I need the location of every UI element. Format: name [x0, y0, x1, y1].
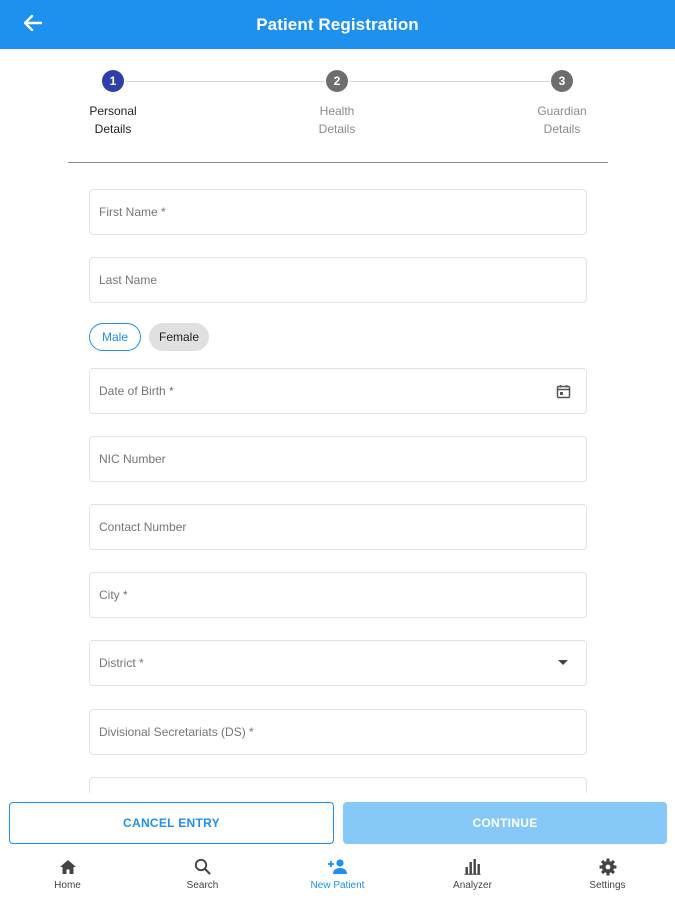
date-of-birth-field[interactable] [89, 368, 587, 414]
step-label: Personal Details [89, 104, 137, 136]
nav-search[interactable] [135, 848, 270, 900]
contact-number-placeholder: Contact Number [99, 520, 187, 534]
dropdown-arrow-icon [554, 654, 572, 672]
district-placeholder: District * [99, 656, 144, 670]
search-icon [192, 857, 213, 876]
step-label: Health Details [318, 104, 356, 136]
step-personal-details[interactable] [68, 70, 158, 138]
continue-button[interactable]: CONTINUE [343, 802, 667, 844]
personal-details-form [0, 163, 675, 793]
step-health-details[interactable] [292, 70, 382, 138]
step-number: 1 [102, 70, 124, 92]
gender-female-chip[interactable]: Female [149, 323, 209, 351]
app-bar [0, 0, 675, 49]
city-field[interactable] [89, 572, 587, 618]
divisional-secretariats-field[interactable] [89, 709, 587, 755]
registration-stepper [0, 49, 675, 163]
form-actions [0, 793, 675, 848]
nic-number-field[interactable] [89, 436, 587, 482]
last-name-field[interactable] [89, 257, 587, 303]
date-of-birth-placeholder: Date of Birth * [99, 384, 174, 398]
nav-analyzer[interactable] [405, 848, 540, 900]
nav-home-label: Home [54, 880, 81, 891]
gear-icon [597, 857, 618, 876]
nav-new-patient[interactable] [270, 848, 405, 900]
nic-number-placeholder: NIC Number [99, 452, 166, 466]
nav-analyzer-label: Analyzer [453, 880, 492, 891]
nav-new-patient-label: New Patient [310, 880, 365, 891]
last-name-placeholder: Last Name [99, 273, 158, 287]
calendar-icon[interactable] [554, 382, 572, 400]
district-select[interactable] [89, 640, 587, 686]
page-title: Patient Registration [256, 15, 419, 34]
bar-chart-icon [462, 857, 483, 876]
nav-home[interactable] [0, 848, 135, 900]
bottom-navigation [0, 848, 675, 900]
step-label: Guardian Details [537, 104, 587, 136]
add-person-icon [327, 857, 348, 876]
step-guardian-details[interactable] [517, 70, 607, 138]
nav-settings[interactable] [540, 848, 675, 900]
gender-male-chip[interactable]: Male [89, 323, 141, 351]
first-name-placeholder: First Name * [99, 205, 166, 219]
next-field[interactable] [89, 777, 587, 793]
nav-search-label: Search [186, 880, 219, 891]
step-number: 3 [551, 70, 573, 92]
contact-number-field[interactable] [89, 504, 587, 550]
home-icon [57, 857, 78, 876]
divisional-secretariats-placeholder: Divisional Secretariats (DS) * [99, 725, 254, 739]
nav-settings-label: Settings [589, 880, 626, 891]
cancel-entry-button[interactable]: CANCEL ENTRY [9, 802, 334, 844]
city-placeholder: City * [99, 588, 128, 602]
step-number: 2 [326, 70, 348, 92]
first-name-field[interactable] [89, 189, 587, 235]
